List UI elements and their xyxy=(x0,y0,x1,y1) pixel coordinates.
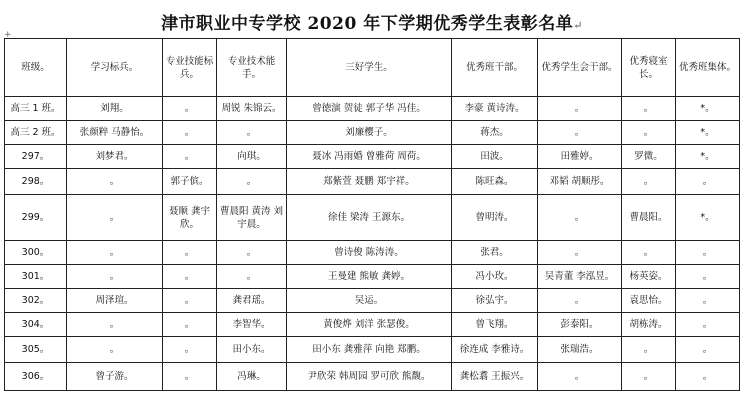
table-cell[interactable]: 吴运。 xyxy=(287,289,452,313)
table-cell[interactable]: 田波。 xyxy=(452,145,538,169)
table-cell[interactable]: 高三 2 班。 xyxy=(5,121,67,145)
table-cell[interactable]: 。 xyxy=(622,97,676,121)
table-cell[interactable]: 彭泰阳。 xyxy=(538,313,622,337)
table-cell[interactable]: 301。 xyxy=(5,265,67,289)
table-cell[interactable]: 张君。 xyxy=(452,241,538,265)
table-cell[interactable]: 聂冰 冯雨婚 曾雅荷 周荷。 xyxy=(287,145,452,169)
header-cell: 优秀班干部。 xyxy=(452,39,538,97)
table-cell[interactable]: 冯小玫。 xyxy=(452,265,538,289)
table-cell[interactable]: 。 xyxy=(163,313,217,337)
table-row xyxy=(5,145,740,169)
table-row xyxy=(5,289,740,313)
table-cell[interactable]: 黄俊烨 刘洋 张瑟俊。 xyxy=(287,313,452,337)
table-cell[interactable]: 蒋杰。 xyxy=(452,121,538,145)
table-cell[interactable]: 300。 xyxy=(5,241,67,265)
header-cell: 优秀班集体。 xyxy=(676,39,740,97)
table-cell[interactable]: 。 xyxy=(676,313,740,337)
table-cell[interactable]: 尹欣荣 韩周园 罗可欣 熊馥。 xyxy=(287,363,452,391)
table-cell[interactable]: 。 xyxy=(538,363,622,391)
table-cell[interactable]: 周锐 朱锦云。 xyxy=(217,97,287,121)
table-row xyxy=(5,363,740,391)
table-cell[interactable]: 曾诗俊 陈涛涛。 xyxy=(287,241,452,265)
header-cell: 专业技能标兵。 xyxy=(163,39,217,97)
table-cell[interactable]: 。 xyxy=(676,363,740,391)
table-cell[interactable]: 徐弘宇。 xyxy=(452,289,538,313)
table-cell[interactable]: 张颜粹 马静怡。 xyxy=(67,121,163,145)
table-cell[interactable]: 袁思怡。 xyxy=(622,289,676,313)
table-cell[interactable]: 龚松翥 王振兴。 xyxy=(452,363,538,391)
table-cell[interactable]: 刘翔。 xyxy=(67,97,163,121)
table-row xyxy=(5,265,740,289)
header-cell: 三好学生。 xyxy=(287,39,452,97)
header-row xyxy=(5,39,740,97)
table-cell[interactable]: 曹晨阳。 xyxy=(622,195,676,241)
table-cell[interactable]: 。 xyxy=(676,169,740,195)
table-cell[interactable]: 徐连成 李雅诗。 xyxy=(452,337,538,363)
table-cell[interactable]: *。 xyxy=(676,145,740,169)
table-row xyxy=(5,313,740,337)
table-cell[interactable]: 。 xyxy=(676,241,740,265)
header-cell: 专业技术能手。 xyxy=(217,39,287,97)
table-move-handle-icon[interactable]: + xyxy=(4,30,12,40)
header-cell: 优秀学生会干部。 xyxy=(538,39,622,97)
table-cell[interactable]: 。 xyxy=(676,265,740,289)
table-cell[interactable]: 。 xyxy=(217,121,287,145)
table-cell[interactable]: 。 xyxy=(217,265,287,289)
table-cell[interactable]: 。 xyxy=(67,313,163,337)
table-cell[interactable]: 306。 xyxy=(5,363,67,391)
document-title-text: 津市职业中专学校 2020 年下学期优秀学生表彰名单 xyxy=(161,14,574,34)
table-cell[interactable]: 聂顺 龚宇欣。 xyxy=(163,195,217,241)
honor-table xyxy=(4,38,740,391)
table-cell[interactable]: 。 xyxy=(67,337,163,363)
table-cell[interactable]: 。 xyxy=(622,363,676,391)
table-cell[interactable]: 。 xyxy=(538,121,622,145)
table-cell[interactable]: 曹晨阳 黄涛 刘宇晨。 xyxy=(217,195,287,241)
table-cell[interactable]: 吴青董 李泓昱。 xyxy=(538,265,622,289)
table-cell[interactable]: 周泽瑄。 xyxy=(67,289,163,313)
table-row xyxy=(5,121,740,145)
table-cell[interactable]: 郑紫萱 聂鹏 郑宇祥。 xyxy=(287,169,452,195)
table-cell[interactable]: 曾徳演 贺徒 郭子华 冯佳。 xyxy=(287,97,452,121)
table-cell[interactable]: 冯琳。 xyxy=(217,363,287,391)
table-cell[interactable]: 。 xyxy=(538,289,622,313)
table-cell[interactable]: 向琪。 xyxy=(217,145,287,169)
table-cell[interactable]: 徐佳 梁涛 王源东。 xyxy=(287,195,452,241)
table-cell[interactable]: 高三 1 班。 xyxy=(5,97,67,121)
table-cell[interactable]: 。 xyxy=(67,169,163,195)
table-cell[interactable]: 。 xyxy=(538,97,622,121)
table-row xyxy=(5,169,740,195)
table-cell[interactable]: 胡栋涛。 xyxy=(622,313,676,337)
table-cell[interactable]: 298。 xyxy=(5,169,67,195)
table-cell[interactable]: 陈旺森。 xyxy=(452,169,538,195)
table-cell[interactable]: 。 xyxy=(163,97,217,121)
table-cell[interactable]: 。 xyxy=(538,241,622,265)
table-cell[interactable]: 王曼建 熊敏 龚婷。 xyxy=(287,265,452,289)
table-cell[interactable]: *。 xyxy=(676,121,740,145)
table-cell[interactable]: 。 xyxy=(217,169,287,195)
table-cell[interactable]: 刘廉樱子。 xyxy=(287,121,452,145)
table-row xyxy=(5,195,740,241)
paragraph-mark: ↵ xyxy=(573,19,583,32)
table-cell[interactable]: 曾飞翔。 xyxy=(452,313,538,337)
table-cell[interactable]: 。 xyxy=(163,121,217,145)
table-cell[interactable]: 。 xyxy=(622,337,676,363)
table-cell[interactable]: 杨英姿。 xyxy=(622,265,676,289)
table-cell[interactable]: 。 xyxy=(163,337,217,363)
table-cell[interactable]: 。 xyxy=(622,169,676,195)
table-cell[interactable]: 。 xyxy=(67,241,163,265)
table-cell[interactable]: 李智华。 xyxy=(217,313,287,337)
table-cell[interactable]: 邓韬 胡顺彤。 xyxy=(538,169,622,195)
table-cell[interactable]: 。 xyxy=(163,363,217,391)
table-cell[interactable]: 曾子游。 xyxy=(67,363,163,391)
table-cell[interactable]: 。 xyxy=(217,241,287,265)
table-cell[interactable]: 305。 xyxy=(5,337,67,363)
table-cell[interactable]: 。 xyxy=(622,121,676,145)
table-cell[interactable]: 刘梦君。 xyxy=(67,145,163,169)
table-cell[interactable]: 。 xyxy=(67,195,163,241)
table-cell[interactable]: 。 xyxy=(622,241,676,265)
table-cell[interactable]: 郭子傧。 xyxy=(163,169,217,195)
table-cell[interactable]: 。 xyxy=(163,241,217,265)
table-cell[interactable]: *。 xyxy=(676,195,740,241)
table-cell[interactable]: 。 xyxy=(67,265,163,289)
table-cell[interactable]: 龚君瑶。 xyxy=(217,289,287,313)
table-cell[interactable]: 297。 xyxy=(5,145,67,169)
table-cell[interactable]: 。 xyxy=(163,265,217,289)
table-cell[interactable]: 李豪 黄诗涛。 xyxy=(452,97,538,121)
table-cell[interactable]: 304。 xyxy=(5,313,67,337)
table-cell[interactable]: 299。 xyxy=(5,195,67,241)
table-row xyxy=(5,337,740,363)
table-cell[interactable]: *。 xyxy=(676,97,740,121)
header-cell: 优秀寝室长。 xyxy=(622,39,676,97)
table-cell[interactable]: 曾明涛。 xyxy=(452,195,538,241)
table-cell[interactable]: 罗微。 xyxy=(622,145,676,169)
table-cell[interactable]: 。 xyxy=(538,195,622,241)
table-cell[interactable]: 。 xyxy=(163,289,217,313)
table-cell[interactable]: 田雅婷。 xyxy=(538,145,622,169)
header-cell: 学习标兵。 xyxy=(67,39,163,97)
table-row xyxy=(5,241,740,265)
table-row xyxy=(5,97,740,121)
table-cell[interactable]: 302。 xyxy=(5,289,67,313)
table-cell[interactable]: 。 xyxy=(676,289,740,313)
document-title xyxy=(0,9,744,34)
table-cell[interactable]: 张瑞浩。 xyxy=(538,337,622,363)
table-cell[interactable]: 田小东。 xyxy=(217,337,287,363)
table-cell[interactable]: 田小东 龚雅萍 向艳 郑鹏。 xyxy=(287,337,452,363)
header-cell: 班级。 xyxy=(5,39,67,97)
table-cell[interactable]: 。 xyxy=(163,145,217,169)
table-cell[interactable]: 。 xyxy=(676,337,740,363)
